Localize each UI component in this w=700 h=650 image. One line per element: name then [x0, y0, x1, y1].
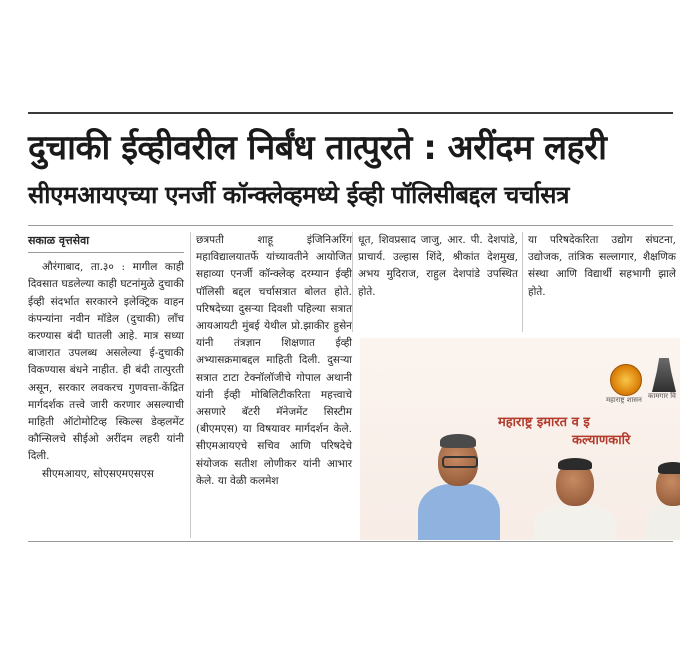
person-body: [418, 484, 500, 540]
person-body: [534, 504, 616, 540]
column-4-text: या परिषदेकरिता उद्योग संघटना, उद्योजक, तांत्रिक सल्लागार, शैक्षणिक संस्था आणि विद्यार्थी सहभागी झाले होते.: [528, 234, 676, 298]
person-photo: [646, 456, 680, 540]
person-hair: [658, 462, 680, 474]
person-photo: [534, 456, 616, 540]
person-hair: [440, 434, 476, 448]
person-photo: [418, 432, 500, 540]
national-emblem-icon: [652, 358, 676, 392]
article-column-3: [358, 232, 518, 301]
article-headline: दुचाकी ईव्हीवरील निर्बंध तात्पुरते : अरींदम लहरी: [28, 128, 607, 168]
column-separator: [352, 232, 353, 332]
glasses-icon: [442, 456, 478, 468]
advertisement-image: [360, 338, 680, 540]
column-1-paragraph-1: औरंगाबाद, ता.३० : मागील काही दिवसात घडलेल्या काही घटनांमुळे दुचाकी ईव्ही संदर्भात सरकारने इलेक्ट्रिक वाहन कंपन्यांना नवीन मॉडेल (दुचाकी) लॉंच करण्यास बंदी घातली आहे. मात्र सध्या बाजारात उपलब्ध असलेल्या ई-दुचाकी विकण्यास बंधने नाहीत. ही बंदी तात्पुरती असून, सरकार लवकरच गुणवत्ता-केंद्रित मार्गदर्शक तत्त्वे जारी करणार असल्याची माहिती ऑटोमोटिव्ह स्किल्स डेव्हलमेंट कौन्सिलचे सीईओ अरींदम लहरी यांनी दिली.: [28, 261, 184, 463]
person-body: [646, 504, 680, 540]
column-1-paragraph-2: सीएमआयए, सोएसएमएसएस: [42, 467, 154, 480]
column-separator: [522, 232, 523, 332]
column-separator: [190, 232, 191, 538]
article-byline: सकाळ वृत्तसेवा: [28, 232, 184, 253]
article-column-2: [196, 232, 352, 490]
column-3-text: धूत, शिवप्रसाद जाजु, आर. पी. देशपांडे, प्राचार्य. उल्हास शिंदे, श्रीकांत देशमुख, अभय मुदिराज, राहुल देशपांडे उपस्थित होते.: [358, 234, 518, 298]
article-column-1: [28, 232, 184, 483]
bottom-rule: [28, 541, 673, 542]
article-subheadline: सीएमआयएच्या एनर्जी कॉन्क्लेव्हमध्ये ईव्ही पॉलिसीबद्दल चर्चासत्र: [28, 181, 570, 209]
seal-caption: महाराष्ट्र शासन: [606, 396, 642, 404]
advertisement-department-line: महाराष्ट्र इमारत व इ: [498, 415, 590, 430]
advertisement-board-line: कल्याणकारि: [572, 433, 631, 448]
emblem-caption: कामगार वि: [648, 392, 676, 400]
headline-rule: [28, 225, 673, 226]
person-hair: [558, 458, 592, 470]
article-column-4: [528, 232, 676, 301]
maharashtra-seal-icon: [610, 364, 642, 396]
column-2-text: छत्रपती शाहू इंजिनिअरिंग महाविद्यालयातर्फे यांच्यावतीने आयोजित सहाव्या एनर्जी कॉन्क्लेव्ह दरम्यान ईव्ही पॉलिसी बद्दल चर्चासत्रात बोलत होते. परिषदेच्या दुसऱ्या दिवशी पहिल्या सत्रात आयआयटी मुंबई येथील प्रो.झाकीर हुसेन यांनी तंत्रज्ञान शिक्षणात ईव्ही अभ्यासक्रमाबद्दल माहिती दिली. दुसऱ्या सत्रात टाटा टेक्नॉलॉजीचे गोपाल अथानी यांनी ईव्ही मोबिलिटीकरिता महत्त्वाचे असणारे बॅटरी मॅनेजमेंट सिस्टीम (बीएमएस) या विषयावर मार्गदर्शन केले. सीएमआयएचे सचिव आणि परिषदेचे संयोजक सतीश लोणीकर यांनी आभार केले. या वेळी कलमेश: [196, 234, 352, 487]
top-rule: [28, 112, 673, 114]
